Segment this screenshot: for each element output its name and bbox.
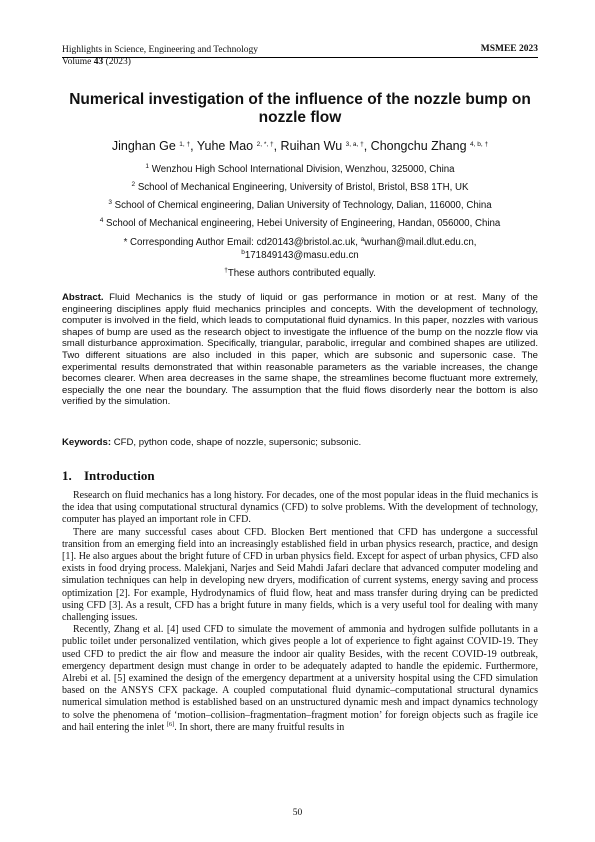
author-name: , Ruihan Wu: [273, 139, 346, 153]
author-name: , Chongchu Zhang: [363, 139, 471, 153]
author-name: Jinghan Ge: [111, 139, 180, 153]
page-number: 50: [292, 808, 303, 818]
author-superscript: 1, †: [179, 141, 191, 148]
email-link[interactable]: 171849143@masu.edu.cn: [244, 250, 359, 261]
journal-name: Highlights in Science, Engineering and Technology: [62, 45, 258, 55]
author-superscript: 3, a, †: [345, 141, 364, 148]
affiliation: $^2$ School of Mechanical Engineering, University of Bristol, Bristol, BS8 1TH, UK: [131, 181, 469, 193]
author-superscript: 2, *, †: [256, 141, 274, 148]
running-header: [62, 44, 258, 68]
author-name: , Yuhe Mao: [190, 139, 257, 153]
conference-name: MSMEE 2023: [480, 44, 538, 54]
section-heading: [62, 468, 155, 484]
author-list: [60, 139, 540, 153]
keywords-text: CFD, python code, shape of nozzle, supersonic; subsonic.: [111, 437, 362, 448]
paragraph: Research on fluid mechanics has a long history. For decades, one of the most popular ideas in the fluid mechanics is the idea that using computational structural dynamics (CFD) to solve problems. With the development of technology, computer has played an important role in CFD.: [62, 490, 538, 526]
author-superscript: 4, b, †: [470, 141, 489, 148]
email-link[interactable]: wurhan@mail.dlut.edu.cn,: [364, 237, 477, 248]
equal-contribution-note: †These authors contributed equally.: [224, 267, 376, 279]
volume-line: Volume 43 (2023): [62, 57, 131, 67]
paragraph: Recently, Zhang et al. [4] used CFD to simulate the movement of ammonia and hydrogen sulfide pollutants in a public toilet under personalized ventilation, which gives people a lot of experience to fight against COVID-19. They used CFD to predict the air flow and measure the indoor air quality Besides, with the recent COVID-19 outbreak, emergency department design must change in order to be adequately adapted to handle the epidemic. Furthermore, Alrebi et al. [5] examined the design of the emergency department at a university hospital using the CFD simulation based on the ANSYS CFX package. A coupled computational fluid dynamic–computational structural dynamics numerical simulation method is established based on an unstructured dynamic mesh and impact dynamics technology to solve the phenomena of ‘motion–collision–fragmentation–fragment motion’ for foreign objects such as fragile ice and hail entering the inlet [6]. In short, there are many fruitful results in: [62, 624, 538, 733]
paper-title: Numerical investigation of the influence of the nozzle bump on nozzle flow: [69, 91, 531, 126]
introduction-body: [62, 490, 538, 734]
section-title: Introduction: [84, 468, 155, 483]
affiliation: $^4$ School of Mechanical engineering, Hebei University of Engineering, Handan, 056000, China: [99, 217, 501, 229]
section-number: 1.: [62, 468, 72, 483]
keywords: [62, 437, 538, 448]
paragraph: There are many successful cases about CFD. Blocken Bert mentioned that CFD has undergone a successful transition from an emerging field into an increasingly established field in urban physics research, practice, and design [1]. He also argues about the bright future of CFD in urban physics field. Except for aspect of urban physics, CFD also exists in food drying process. Malekjani, Narjes and Seid Mahdi Jafari declare that advanced computer modeling and simulation techniques can help in developing new dryers, modification of current systems, energy saving and process optimization [2]. For example, Hydrodynamics of fluid flow, heat and mass transfer during drying can be predicted using CFD [3]. As a result, CFD has a bright future in many fields, which is a very useful tool for dealing with many challenging issues.: [62, 526, 538, 624]
abstract-label: Abstract.: [62, 292, 104, 303]
corresponding-author: * Corresponding Author Email: cd20143@bristol.ac.uk, $^a$wurhan@mail.dlut.edu.cn, $^b$171849143@masu.edu.cn: [123, 236, 477, 261]
abstract-text: Fluid Mechanics is the study of liquid or gas performance in motion or at rest. Many of the engineering disciplines apply fluid mechanics principles and concepts. With the development of technology, computer is involved in the field, which leads to computational fluid dynamics. In this paper, nozzles with various shapes of bump are used as the research object to investigate the influence of the bump on the nozzle flow via small disturbance approximation. Specifically, triangular, parabolic, irregular and combined shapes are utilized. Two different situations are also included in this paper, which are subsonic and supersonic case. The experimental results demonstrated that within reasonable parameters as the variable increases, the change becomes clearer. When area decreases in the same shape, the streamlines become fluctuant more extremely, especially the one near the boundary. The assumption that the fluid flows disorderly near the bottom is also verified by the simulation.: [62, 292, 538, 408]
keywords-label: Keywords:: [62, 437, 112, 448]
volume-number: 43: [93, 57, 104, 67]
header-divider: [62, 57, 538, 58]
affiliation: $^1$ Wenzhou High School International Division, Wenzhou, 325000, China: [145, 163, 455, 175]
affiliation: $^3$ School of Chemical engineering, Dalian University of Technology, Dalian, 116000, China: [108, 199, 492, 211]
abstract: [62, 292, 538, 408]
citation: [6]: [166, 720, 175, 728]
